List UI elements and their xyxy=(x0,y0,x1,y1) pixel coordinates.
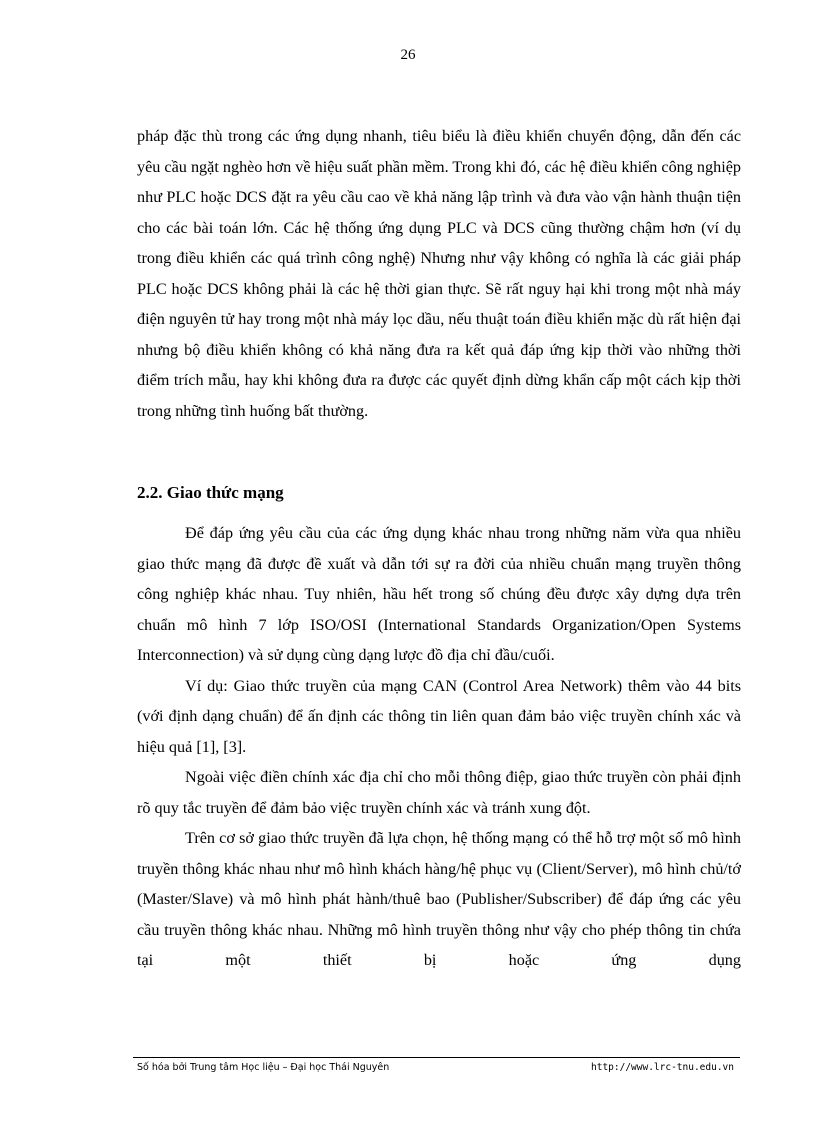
continuation-text-block xyxy=(137,121,741,426)
paragraph-continued: pháp đặc thù trong các ứng dụng nhanh, tiêu biểu là điều khiển chuyển động, dẫn đến các yêu cầu ngặt nghèo hơn về hiệu suất phần mềm. Trong khi đó, các hệ điều khiển công nghiệp như PLC hoặc DCS đặt ra yêu cầu cao về khả năng lập trình và đưa vào vận hành thuận tiện cho các bài toán lớn. Các hệ thống ứng dụng PLC và DCS cũng thường chậm hơn (ví dụ trong điều khiển các quá trình công nghệ) Nhưng như vậy không có nghĩa là các giải pháp PLC hoặc DCS không phải là các hệ thời gian thực. Sẽ rất nguy hại khi trong một nhà máy điện nguyên tử hay trong một nhà máy lọc dầu, nếu thuật toán điều khiển mặc dù rất hiện đại nhưng bộ điều khiển không có khả năng đưa ra kết quả đáp ứng kịp thời vào những thời điểm trích mẫu, hay khi không đưa ra được các quyết định dừng khẩn cấp một cách kịp thời trong những tình huống bất thường. xyxy=(137,127,741,420)
paragraph-2: Ví dụ: Giao thức truyền của mạng CAN (Control Area Network) thêm vào 44 bits (với định dạng chuẩn) để ấn định các thông tin liên quan đảm bảo việc truyền chính xác và hiệu quả [1], [3]. xyxy=(137,676,741,756)
footer-divider xyxy=(133,1057,740,1058)
paragraph-4: Trên cơ sở giao thức truyền đã lựa chọn, hệ thống mạng có thể hỗ trợ một số mô hình truyền thông khác nhau như mô hình khách hàng/hệ phục vụ (Client/Server), mô hình chủ/tớ (Master/Slave) và mô hình phát hành/thuê bao (Publisher/Subscriber) để đáp ứng các yêu cầu truyền thông khác nhau. Những mô hình truyền thông như vậy cho phép thông tin chứa tại một thiết bị hoặc ứng dụng xyxy=(137,829,741,969)
section-body xyxy=(137,518,741,976)
footer-source-text: Số hóa bởi Trung tâm Học liệu – Đại học Thái Nguyên xyxy=(137,1062,390,1073)
paragraph-3: Ngoài việc điền chính xác địa chỉ cho mỗi thông điệp, giao thức truyền còn phải định rõ quy tắc truyền để đảm bảo việc truyền chính xác và tránh xung đột. xyxy=(137,768,741,817)
section-heading: 2.2. Giao thức mạng xyxy=(137,483,284,502)
footer-url[interactable]: http://www.lrc-tnu.edu.vn xyxy=(591,1062,734,1073)
page-number: 26 xyxy=(400,47,416,63)
paragraph-1: Để đáp ứng yêu cầu của các ứng dụng khác nhau trong những năm vừa qua nhiều giao thức mạng đã được đề xuất và dẫn tới sự ra đời của nhiều chuẩn mạng truyền thông công nghiệp khác nhau. Tuy nhiên, hầu hết trong số chúng đều được xây dựng dựa trên chuẩn mô hình 7 lớp ISO/OSI (International Standards Organization/Open Systems Interconnection) và sử dụng cùng dạng lược đồ địa chỉ đầu/cuối. xyxy=(137,524,741,664)
